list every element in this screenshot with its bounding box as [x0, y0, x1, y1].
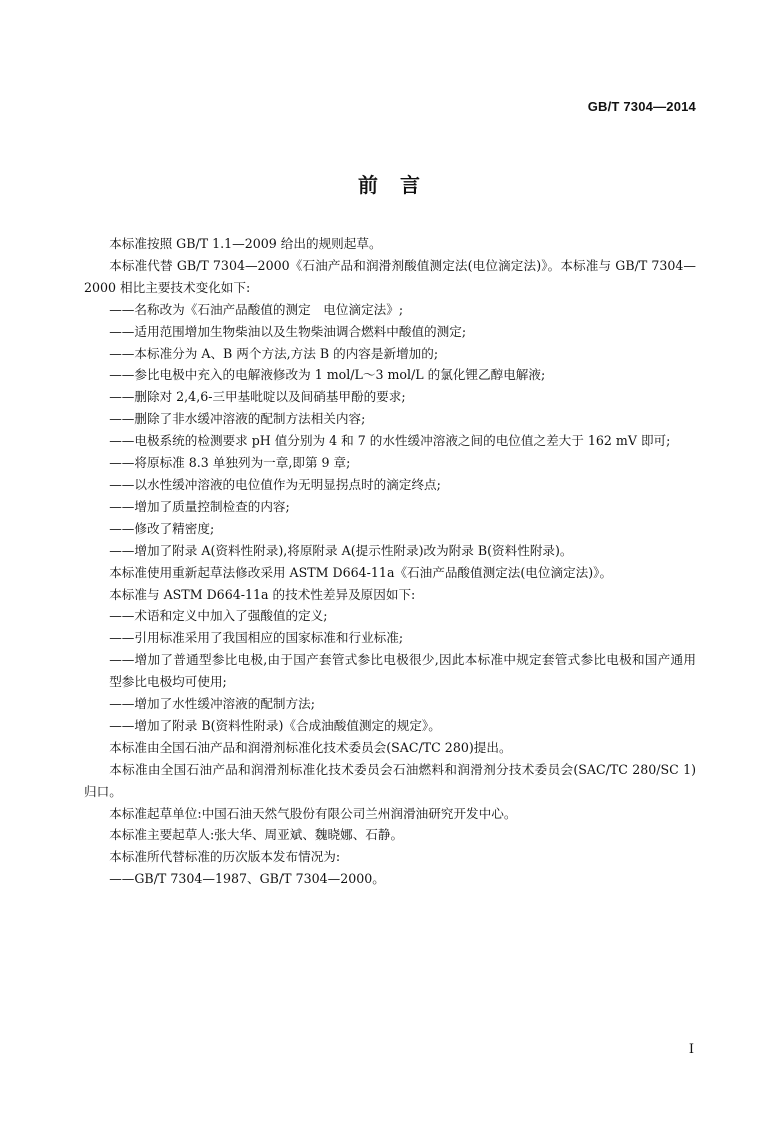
change-item: ——名称改为《石油产品酸值的测定 电位滴定法》;: [109, 301, 404, 317]
difference-item: ——增加了水性缓冲溶液的配制方法;: [109, 696, 315, 712]
change-item: ——将原标准 8.3 单独列为一章,即第 9 章;: [109, 455, 351, 471]
change-item: ——本标准分为 A、B 两个方法,方法 B 的内容是新增加的;: [109, 345, 439, 361]
history-item: ——GB/T 7304—1987、GB/T 7304—2000。: [109, 871, 385, 887]
page-number: I: [688, 1042, 694, 1057]
difference-item: ——引用标准采用了我国相应的国家标准和行业标准;: [109, 630, 404, 646]
paragraph: 本标准起草单位:中国石油天然气股份有限公司兰州润滑油研究开发中心。: [109, 805, 517, 821]
paragraph: 本标准由全国石油产品和润滑剂标准化技术委员会石油燃料和润滑剂分技术委员会(SAC/TC 280/SC 1)归口。: [84, 761, 696, 799]
difference-item: ——增加了附录 B(资料性附录)《合成油酸值测定的规定》。: [109, 717, 441, 733]
change-item: ——适用范围增加生物柴油以及生物柴油调合燃料中酸值的测定;: [109, 323, 467, 339]
paragraph: 本标准使用重新起草法修改采用 ASTM D664-11a《石油产品酸值测定法(电位滴定法)》。: [109, 564, 613, 580]
paragraph: 本标准主要起草人:张大华、周亚斌、魏晓娜、石静。: [109, 827, 404, 843]
change-item: ——参比电极中充入的电解液修改为 1 mol/L～3 mol/L 的氯化锂乙醇电解液;: [109, 367, 546, 383]
change-item: ——删除了非水缓冲溶液的配制方法相关内容;: [109, 411, 366, 427]
paragraph: 本标准代替 GB/T 7304—2000《石油产品和润滑剂酸值测定法(电位滴定法)》。本标准与 GB/T 7304—2000 相比主要技术变化如下:: [84, 257, 696, 295]
difference-item: ——增加了普通型参比电极,由于国产套管式参比电极很少,因此本标准中规定套管式参比电极和国产通用型参比电极均可使用;: [109, 652, 696, 690]
page-title: 前言: [358, 173, 442, 197]
change-item: ——增加了质量控制检查的内容;: [109, 498, 290, 514]
change-item: ——删除对 2,4,6-三甲基吡啶以及间硝基甲酚的要求;: [109, 389, 406, 405]
change-item: ——增加了附录 A(资料性附录),将原附录 A(提示性附录)改为附录 B(资料性附录)。: [109, 542, 573, 558]
paragraph: 本标准按照 GB/T 1.1—2009 给出的规则起草。: [109, 236, 382, 251]
paragraph: 本标准所代替标准的历次版本发布情况为:: [109, 849, 341, 865]
change-item: ——修改了精密度;: [109, 520, 215, 536]
difference-item: ——术语和定义中加入了强酸值的定义;: [109, 608, 328, 624]
change-item: ——电极系统的检测要求 pH 值分别为 4 和 7 的水性缓冲溶液之间的电位值之差大于 162 mV 即可;: [109, 433, 671, 449]
paragraph: 本标准由全国石油产品和润滑剂标准化技术委员会(SAC/TC 280)提出。: [109, 739, 512, 755]
standard-code: GB/T 7304—2014: [587, 99, 696, 114]
foreword-body: [84, 233, 696, 890]
change-item: ——以水性缓冲溶液的电位值作为无明显拐点时的滴定终点;: [109, 476, 441, 492]
paragraph: 本标准与 ASTM D664-11a 的技术性差异及原因如下:: [109, 586, 416, 602]
